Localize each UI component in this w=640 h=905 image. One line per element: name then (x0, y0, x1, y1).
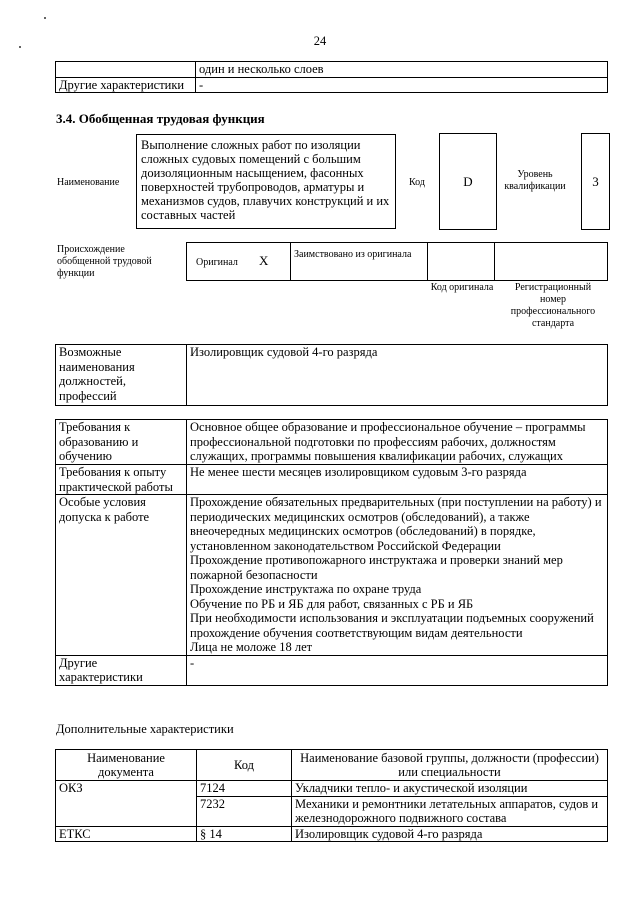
positions-value: Изолировщик судовой 4-го разряда (187, 345, 608, 406)
req-special-line: Прохождение обязательных предварительных (при поступлении на работу) и периодических медицинских осмотров (обследований), а также внеочередных медицинских осмотров (обследований) в порядке, установленном законодательством Российской Федерации (190, 495, 602, 553)
origin-original-cell (187, 243, 291, 281)
req-other-value: - (187, 655, 608, 685)
req-special-line: Обучение по РБ и ЯБ для работ, связанных с РБ и ЯБ (190, 596, 474, 611)
origin-reg-cell (495, 243, 608, 281)
positions-label: Возможные наименования должностей, профессий (56, 345, 187, 406)
origin-original-mark: X (259, 253, 269, 268)
req-education-value: Основное общее образование и профессиональное обучение – программы профессиональной подготовки по профессиям рабочих, должностям служащих, программы повышения квалификации рабочих, служащих (187, 420, 608, 465)
additional-row-code: 7124 (197, 781, 292, 797)
req-special-line: Лица не моложе 18 лет (190, 640, 313, 654)
req-experience-value: Не менее шести месяцев изолировщиком судовым 3-го разряда (187, 465, 608, 495)
req-education-label: Требования к образованию и обучению (56, 420, 187, 465)
req-special-label: Особые условия допуска к работе (56, 495, 187, 656)
additional-row-name: Изолировщик судовой 4-го разряда (292, 826, 608, 842)
additional-row-name: Укладчики тепло- и акустической изоляции (292, 781, 608, 797)
function-name-label: Наименование (57, 177, 120, 188)
requirements-table (55, 419, 608, 686)
req-special-line: При необходимости использования и эксплуатации подъемных сооружений прохождение обучения соответствующим видам деятельности (190, 611, 594, 640)
origin-code-cell (428, 243, 495, 281)
top-table-row2-value: - (196, 77, 608, 93)
additional-row-code: § 14 (197, 826, 292, 842)
origin-table (186, 242, 608, 281)
origin-label: Происхождение обобщенной трудовой функции (57, 244, 152, 279)
section-title: 3.4. Обобщенная трудовая функция (56, 111, 265, 126)
page-number: 24 (313, 34, 327, 48)
additional-row-doc: ЕТКС (56, 826, 197, 842)
additional-title: Дополнительные характеристики (56, 722, 234, 736)
top-table-empty-cell (56, 62, 196, 78)
req-special-line: Прохождение инструктажа по охране труда (190, 582, 422, 596)
origin-reg-number-label: Регистрационный номер профессионального стандарта (510, 282, 596, 329)
scan-dot (44, 17, 46, 19)
origin-borrowed-label: Заимствовано из оригинала (294, 249, 412, 260)
function-level-value: 3 (592, 174, 599, 189)
origin-original-label: Оригинал (196, 257, 238, 268)
function-code-value: D (463, 174, 473, 189)
function-code-box (439, 133, 497, 230)
req-special-line: Прохождение противопожарного инструктажа и проверки знаний мер пожарной безопасности (190, 553, 563, 582)
function-level-box (581, 133, 610, 230)
req-special-cell (187, 495, 608, 656)
top-table-row2-label: Другие характеристики (56, 77, 196, 93)
function-name-value: Выполнение сложных работ по изоляции сложных судовых помещений с большим доизоляционным насыщением, фасонных поверхностей трубопроводов, арматуры и механизмов судов, плавучих конструкций и их составных частей (141, 138, 390, 222)
additional-row-name: Механики и ремонтники летательных аппаратов, судов и железнодорожного подвижного состава (292, 796, 608, 826)
origin-code-original-label: Код оригинала (430, 282, 494, 293)
top-table (55, 61, 608, 93)
function-name-box (136, 134, 396, 229)
origin-borrowed-cell (291, 243, 428, 281)
additional-header-doc: Наименование документа (56, 750, 197, 781)
additional-header-name: Наименование базовой группы, должности (профессии) или специальности (292, 750, 608, 781)
req-other-label: Другие характеристики (56, 655, 187, 685)
positions-table (55, 344, 608, 406)
additional-row-code: 7232 (197, 796, 292, 826)
req-experience-label: Требования к опыту практической работы (56, 465, 187, 495)
function-level-label: Уровень квалификации (504, 169, 566, 192)
additional-row-doc: ОКЗ (56, 781, 197, 827)
additional-header-code: Код (197, 750, 292, 781)
additional-table (55, 749, 608, 842)
top-table-row1-value: один и несколько слоев (196, 62, 608, 78)
function-code-label: Код (409, 177, 425, 188)
